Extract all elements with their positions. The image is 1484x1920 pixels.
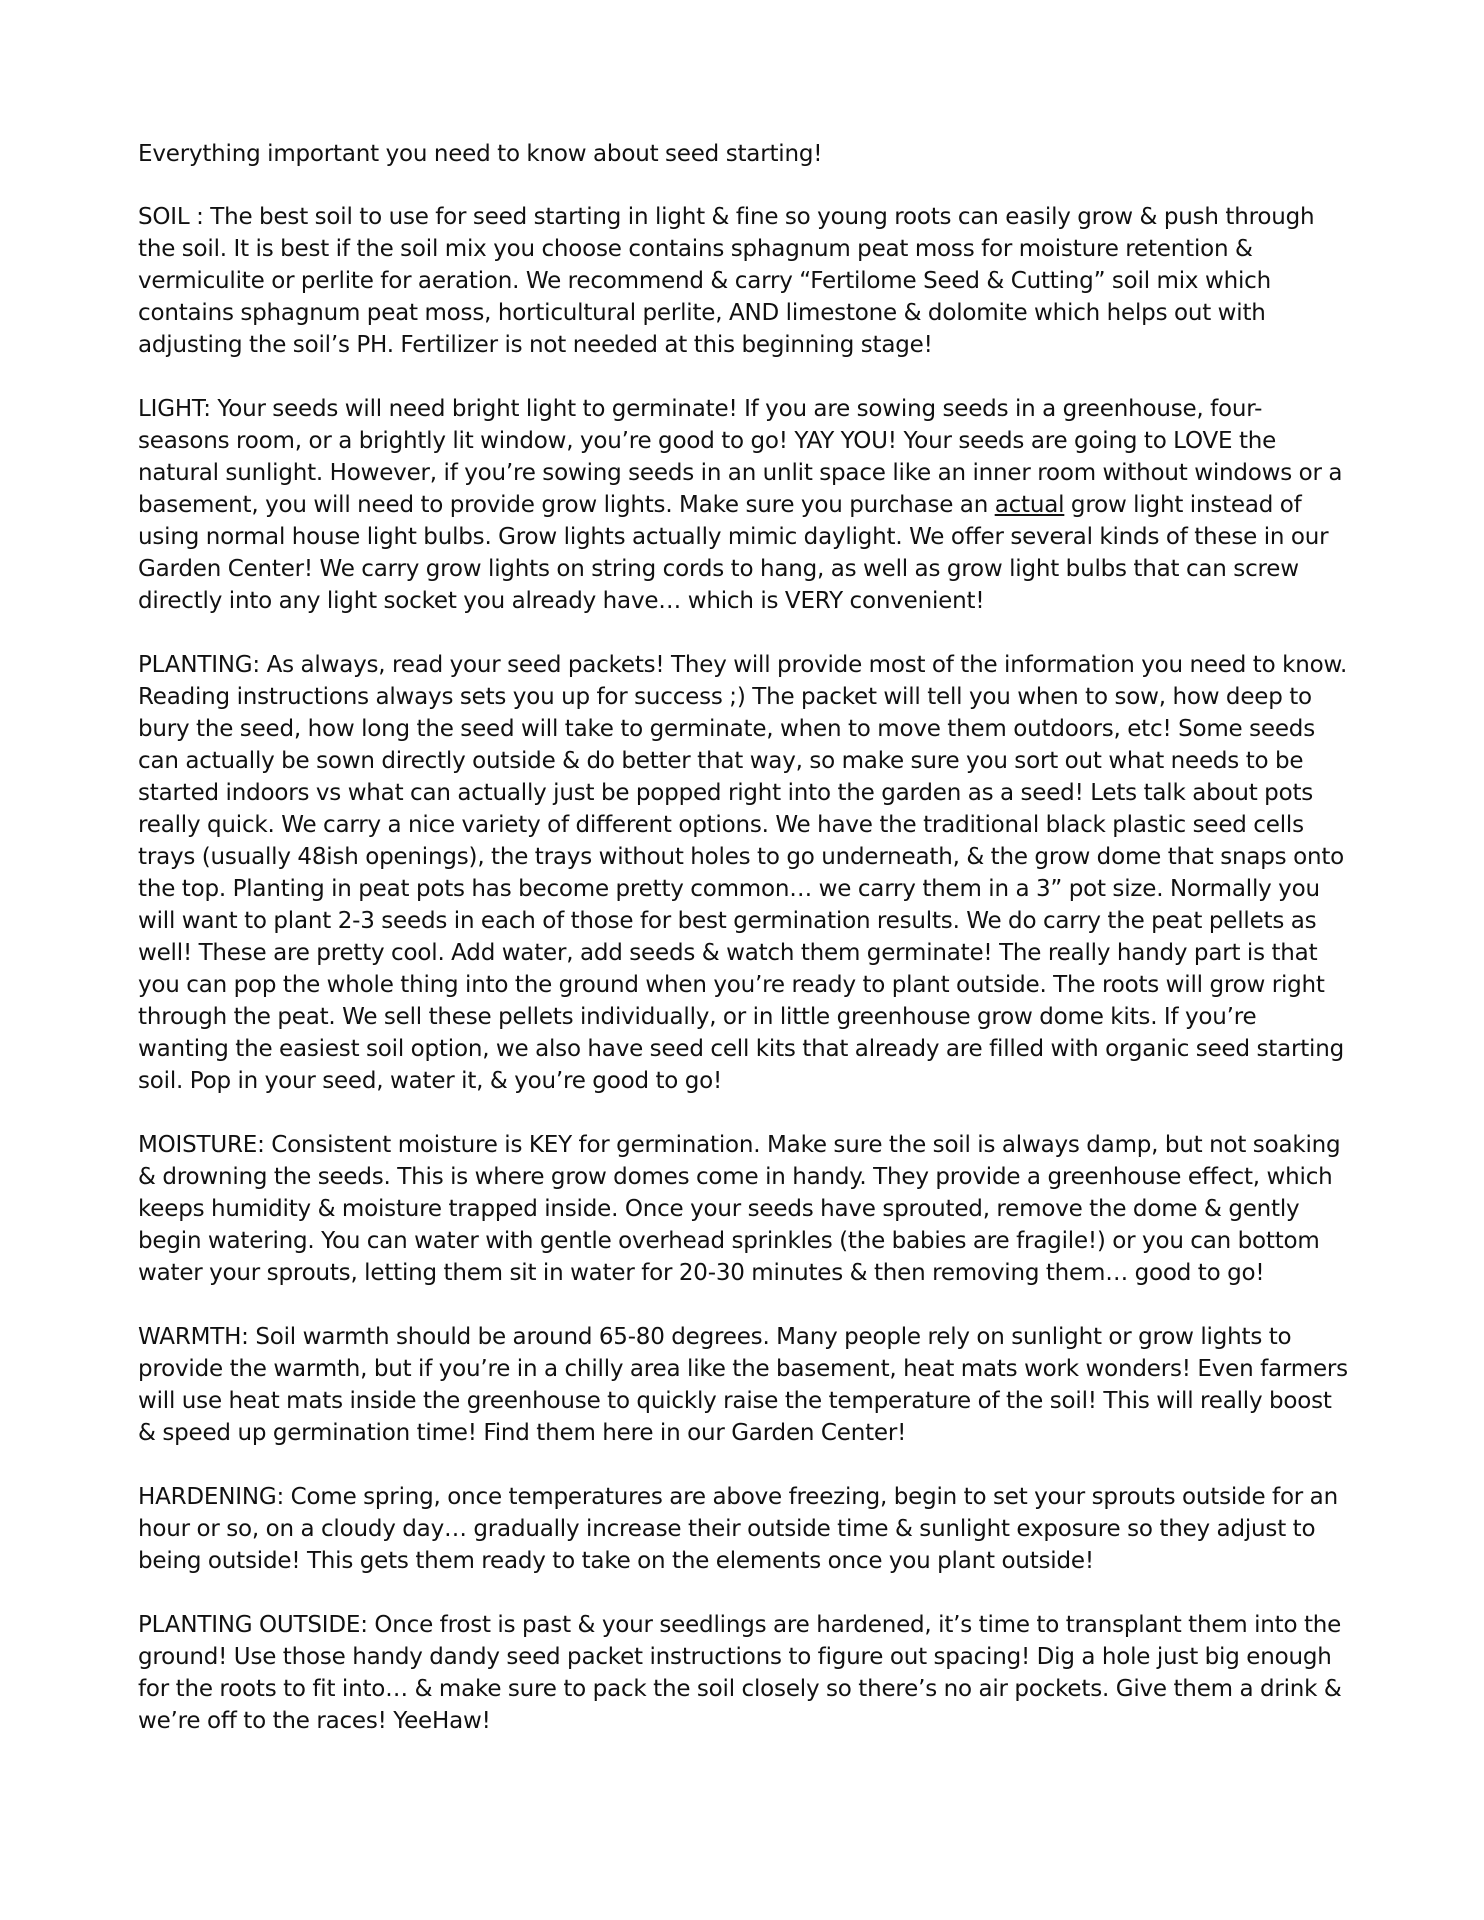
moisture-paragraph: MOISTURE: Consistent moisture is KEY for germination. Make sure the soil is always damp, but not soaking & drowning the seeds. This is where grow domes come in handy. They provide a greenhouse effect, which keeps humidity & moisture trapped inside. Once your seeds have sprouted, remove the dome & gently begin watering. You can water with gentle overhead sprinkles (the babies are fragile!) or you can bottom water your sprouts, letting them sit in water for 20-30 minutes & then removing them… good to go! [138,1132,1341,1286]
soil-paragraph: SOIL : The best soil to use for seed starting in light & fine so young roots can easily grow & push through the soil. It is best if the soil mix you choose contains sphagnum peat moss for moisture retention & vermiculite or perlite for aeration. We recommend & carry “Fertilome Seed & Cutting” soil mix which contains sphagnum peat moss, horticultural perlite, AND limestone & dolomite which helps out with adjusting the soil’s PH. Fertilizer is not needed at this beginning stage! [138,204,1315,358]
hardening-paragraph: HARDENING: Come spring, once temperatures are above freezing, begin to set your sprouts outside for an hour or so, on a cloudy day… gradually increase their outside time & sunlight exposure so they adjust to being outside! This gets them ready to take on the elements once you plant outside! [138,1484,1338,1574]
light-text-before: LIGHT: Your seeds will need bright light to germinate! If you are sowing seeds in a greenhouse, four-seasons room, or a brightly lit window, you’re good to go! YAY YOU! Your seeds are going to LOVE the natural sunlight. However, if you’re sowing seeds in an unlit space like an inner room without windows or a basement, you will need to provide grow lights. Make sure you purchase an [138,396,1343,518]
light-text-after: grow light instead of using normal house light bulbs. Grow lights actually mimic daylight. We offer several kinds of these in our Garden Center! We carry grow lights on string cords to hang, as well as grow light bulbs that can screw directly into any light socket you already have… which is VERY convenient! [138,492,1329,614]
light-paragraph [138,393,1350,617]
warmth-paragraph: WARMTH: Soil warmth should be around 65-80 degrees. Many people rely on sunlight or grow lights to provide the warmth, but if you’re in a chilly area like the basement, heat mats work wonders! Even farmers will use heat mats inside the greenhouse to quickly raise the temperature of the soil! This will really boost & speed up germination time! Find them here in our Garden Center! [138,1324,1348,1446]
planting-paragraph: PLANTING: As always, read your seed packets! They will provide most of the information you need to know. Reading instructions always sets you up for success ;) The packet will tell you when to sow, how deep to bury the seed, how long the seed will take to germinate, when to move them outdoors, etc! Some seeds can actually be sown directly outside & do better that way, so make sure you sort out what needs to be started indoors vs what can actually just be popped right into the garden as a seed! Lets talk about pots really quick. We carry a nice variety of different options. We have the traditional black plastic seed cells trays (usually 48ish openings), the trays without holes to go underneath, & the grow dome that snaps onto the top. Planting in peat pots has become pretty common… we carry them in a 3” pot size. Normally you will want to plant 2-3 seeds in each of those for best germination results. We do carry the peat pellets as well! These are pretty cool. Add water, add seeds & watch them germinate! The really handy part is that you can pop the whole thing into the ground when you’re ready to plant outside. The roots will grow right through the peat. We sell these pellets individually, or in little greenhouse grow dome kits. If you’re wanting the easiest soil option, we also have seed cell kits that already are filled with organic seed starting soil. Pop in your seed, water it, & you’re good to go! [138,652,1348,1094]
light-underlined-word: actual [994,492,1065,518]
document-title: Everything important you need to know about seed starting! [138,141,823,167]
document-page [138,138,1350,1769]
planting-outside-paragraph: PLANTING OUTSIDE: Once frost is past & your seedlings are hardened, it’s time to transplant them into the ground! Use those handy dandy seed packet instructions to figure out spacing! Dig a hole just big enough for the roots to fit into… & make sure to pack the soil closely so there’s no air pockets. Give them a drink & we’re off to the races! YeeHaw! [138,1612,1342,1734]
